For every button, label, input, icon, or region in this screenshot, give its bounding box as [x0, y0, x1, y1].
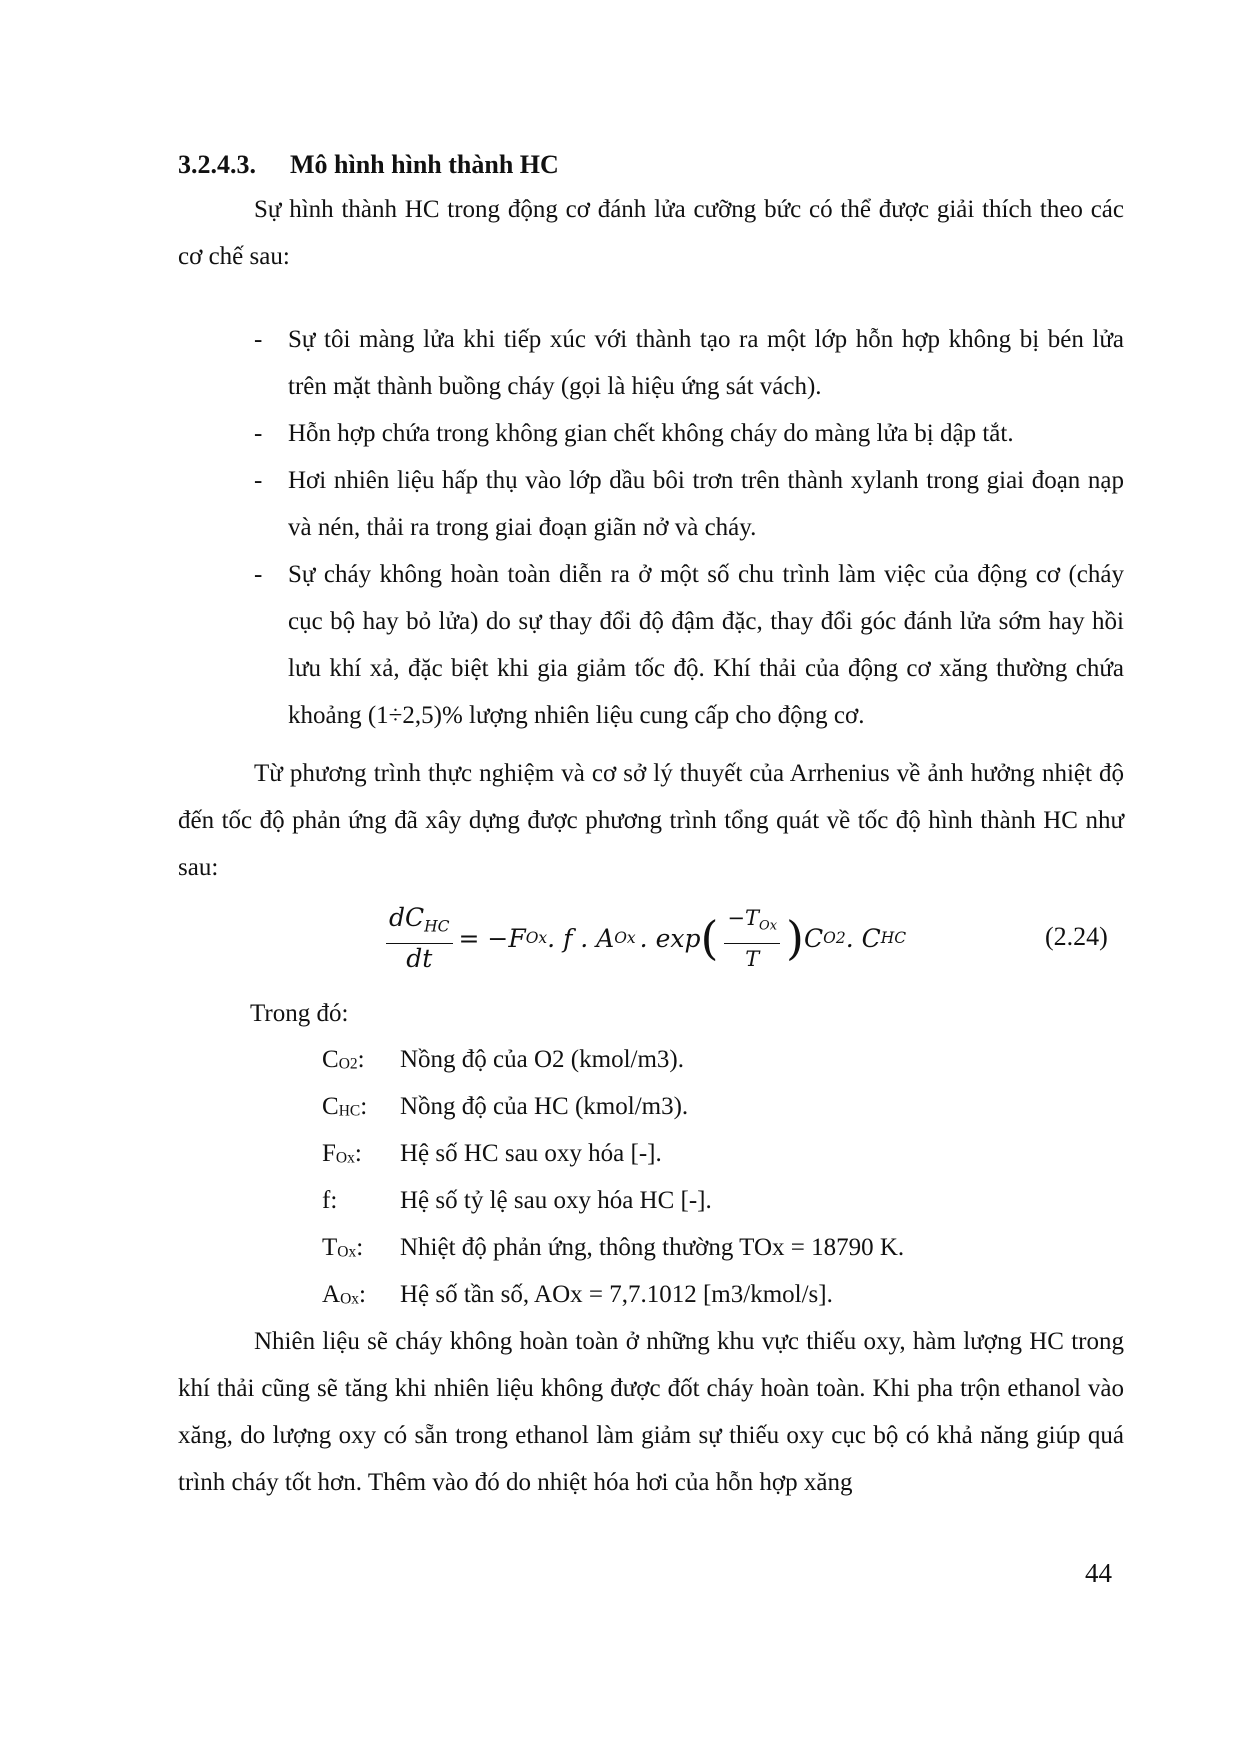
def-symbol: F — [322, 1139, 336, 1167]
def-colon: : — [356, 1233, 364, 1261]
lhs-numerator: dC — [389, 903, 425, 933]
list-item — [178, 457, 1124, 551]
section-heading — [178, 150, 559, 180]
list-item-text: Sự cháy không hoàn toàn diễn ra ở một số chu trình làm việc của động cơ (cháy cục bộ hay bỏ lửa) do sự thay đổi độ đậm đặc, thay đổi góc đánh lửa sớm hay hồi lưu khí xả, đặc biệt khi gia giảm tốc độ. Khí thải của động cơ xăng thường chứa khoảng (1÷2,5)% lượng nhiên liệu cung cấp cho động cơ. — [288, 561, 1124, 729]
definitions-list — [322, 1036, 904, 1318]
def-symbol-sub: HC — [338, 1102, 361, 1120]
mechanism-list — [178, 316, 1124, 739]
rhs-sub-aox: Ox — [614, 929, 636, 947]
definition-row — [322, 1083, 904, 1130]
list-item — [178, 551, 1124, 739]
bullet-dash: - — [254, 420, 263, 447]
definition-row — [322, 1271, 904, 1318]
definition-row — [322, 1130, 904, 1177]
section-title: Mô hình hình thành HC — [290, 150, 559, 179]
exp-fraction — [724, 904, 780, 972]
def-description: Hệ số HC sau oxy hóa [-]. — [400, 1139, 662, 1167]
def-description: Nhiệt độ phản ứng, thông thường TOx = 18790 K. — [400, 1233, 905, 1261]
rhs-c-o2: C — [804, 923, 824, 953]
lhs-denominator: dt — [406, 943, 433, 973]
def-description: Nồng độ của HC (kmol/m3). — [400, 1092, 689, 1120]
def-symbol: C — [322, 1045, 339, 1073]
conclusion-paragraph: Nhiên liệu sẽ cháy không hoàn toàn ở những khu vực thiếu oxy, hàm lượng HC trong khí thải cũng sẽ tăng khi nhiên liệu không được đốt cháy hoàn toàn. Khi pha trộn ethanol vào xăng, do lượng oxy có sẵn trong ethanol làm giảm sự thiếu oxy cục bộ có khả năng giúp quá trình cháy tốt hơn. Thêm vào đó do nhiệt hóa hơi của hỗn hợp xăng — [178, 1328, 1124, 1496]
lhs-fraction — [386, 904, 453, 971]
rhs-c-hc-sub: HC — [880, 929, 907, 947]
definition-row — [322, 1224, 904, 1271]
bullet-dash: - — [254, 326, 263, 353]
def-symbol-sub: Ox — [337, 1243, 357, 1261]
exp-numerator: −T — [727, 906, 760, 931]
def-symbol: C — [322, 1092, 339, 1120]
def-description: Nồng độ của O2 (kmol/m3). — [400, 1045, 684, 1073]
rhs-c-hc: . C — [845, 923, 881, 953]
def-description: Hệ số tần số, AOx = 7,7.1012 [m3/kmol/s]. — [400, 1280, 833, 1308]
intro-paragraph: Sự hình thành HC trong động cơ đánh lửa cưỡng bức có thể được giải thích theo các cơ chế sau: — [178, 196, 1124, 270]
list-item — [178, 410, 1124, 457]
def-colon: : — [360, 1092, 368, 1120]
exp-denominator: T — [745, 946, 760, 971]
def-symbol-sub: Ox — [340, 1290, 360, 1308]
page-number: 44 — [1085, 1558, 1112, 1588]
def-colon: : — [330, 1186, 338, 1214]
arrhenius-paragraph: Từ phương trình thực nghiệm và cơ sở lý thuyết của Arrhenius về ảnh hưởng nhiệt độ đến tốc độ phản ứng đã xây dựng được phương trình tổng quát về tốc độ hình thành HC như sau: — [178, 760, 1124, 881]
bullet-dash: - — [254, 561, 263, 588]
def-description: Hệ số tỷ lệ sau oxy hóa HC [-]. — [400, 1186, 712, 1214]
def-symbol: f — [322, 1186, 331, 1214]
def-symbol: A — [322, 1280, 341, 1308]
list-item-text: Hơi nhiên liệu hấp thụ vào lớp dầu bôi trơn trên thành xylanh trong giai đoạn nạp và nén, thải ra trong giai đoạn giãn nở và cháy. — [288, 467, 1124, 541]
equation-number: (2.24) — [1045, 922, 1108, 951]
def-symbol-sub: O2 — [338, 1055, 358, 1073]
left-paren: ( — [700, 911, 719, 965]
def-symbol-sub: Ox — [335, 1149, 355, 1167]
rhs-sub-fox: Ox — [525, 929, 548, 947]
definition-row — [322, 1177, 904, 1224]
exp-numerator-sub: Ox — [759, 918, 778, 934]
def-colon: : — [354, 1139, 362, 1167]
rhs-mid: . f . A — [547, 923, 615, 953]
bullet-dash: - — [254, 467, 263, 494]
list-item-text: Sự tôi màng lửa khi tiếp xúc với thành tạo ra một lớp hỗn hợp không bị bén lửa trên mặt thành buồng cháy (gọi là hiệu ứng sát vách). — [288, 326, 1124, 400]
list-item-text: Hỗn hợp chứa trong không gian chết không cháy do màng lửa bị dập tắt. — [288, 420, 1014, 447]
definition-row — [322, 1036, 904, 1083]
right-paren: ) — [786, 911, 804, 965]
equation-2-24 — [380, 903, 907, 973]
rhs-exp: . exp — [639, 923, 701, 953]
list-item — [178, 316, 1124, 410]
def-colon: : — [359, 1280, 366, 1308]
rhs-c-o2-sub: O2 — [823, 929, 846, 947]
def-symbol: T — [322, 1233, 338, 1261]
lhs-numerator-sub: HC — [424, 917, 450, 936]
def-colon: : — [357, 1045, 365, 1073]
where-label: Trong đó: — [250, 1000, 349, 1027]
rhs-start: = −F — [458, 923, 526, 953]
section-number: 3.2.4.3. — [178, 150, 256, 179]
